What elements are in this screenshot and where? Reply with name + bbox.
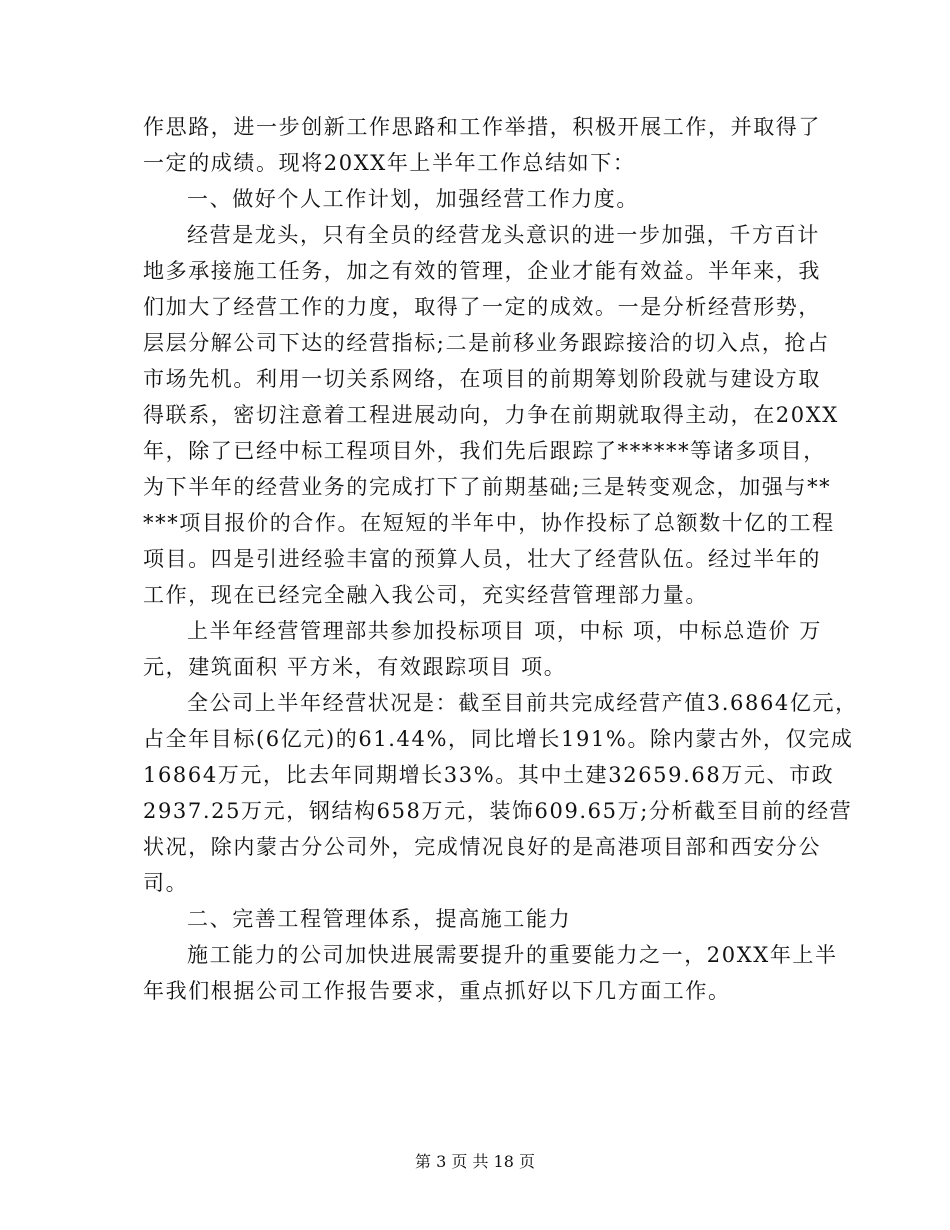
section-heading: 一、做好个人工作计划，加强经营工作力度。 bbox=[187, 187, 639, 211]
paragraph-start: 上半年经营管理部共参加投标项目 项，中标 项，中标总造价 万 bbox=[187, 619, 823, 643]
text-line: 年，除了已经中标工程项目外，我们先后跟踪了******等诸多项目， bbox=[143, 439, 826, 463]
text-line: 为下半年的经营业务的完成打下了前期基础;三是转变观念，加强与** bbox=[143, 475, 832, 499]
page-number-footer: 第 3 页 共 18 页 bbox=[415, 1152, 535, 1171]
text-line: 16864万元，比去年同期增长33%。其中土建32659.68万元、市政 bbox=[143, 763, 835, 787]
text-line: 市场先机。利用一切关系网络，在项目的前期筹划阶段就与建设方取 bbox=[143, 367, 821, 391]
text-line: 元，建筑面积 平方米，有效跟踪项目 项。 bbox=[143, 655, 567, 679]
text-line: 司。 bbox=[143, 871, 189, 895]
text-line: 层层分解公司下达的经营指标;二是前移业务跟踪接洽的切入点，抢占 bbox=[143, 331, 830, 355]
text-line: 作思路，进一步创新工作思路和工作举措，积极开展工作，并取得了 bbox=[143, 115, 821, 139]
section-heading: 二、完善工程管理体系，提高施工能力 bbox=[187, 907, 572, 931]
text-line: 项目。四是引进经验丰富的预算人员，壮大了经营队伍。经过半年的 bbox=[143, 547, 821, 571]
paragraph-start: 经营是龙头，只有全员的经营龙头意识的进一步加强，千方百计 bbox=[187, 223, 820, 247]
text-line: 们加大了经营工作的力度，取得了一定的成效。一是分析经营形势， bbox=[143, 295, 821, 319]
text-line: 状况，除内蒙古分公司外，完成情况良好的是高港项目部和西安分公 bbox=[143, 835, 821, 859]
text-line: 一定的成绩。现将20XX年上半年工作总结如下： bbox=[143, 151, 636, 175]
document-body bbox=[143, 109, 858, 1009]
text-line: ***项目报价的合作。在短短的半年中，协作投标了总额数十亿的工程 bbox=[143, 511, 835, 535]
paragraph-start: 全公司上半年经营状况是：截至目前共完成经营产值3.6864亿元， bbox=[187, 691, 858, 715]
text-line: 2937.25万元，钢结构658万元，装饰609.65万;分析截至目前的经营 bbox=[143, 799, 853, 823]
paragraph-start: 施工能力的公司加快进展需要提升的重要能力之一，20XX年上半 bbox=[187, 943, 838, 967]
text-line: 得联系，密切注意着工程进展动向，力争在前期就取得主动，在20XX bbox=[143, 403, 839, 427]
text-line: 年我们根据公司工作报告要求，重点抓好以下几方面工作。 bbox=[143, 979, 731, 1003]
text-line: 工作，现在已经完全融入我公司，充实经营管理部力量。 bbox=[143, 583, 708, 607]
text-line: 地多承接施工任务，加之有效的管理，企业才能有效益。半年来，我 bbox=[143, 259, 821, 283]
text-line: 占全年目标(6亿元)的61.44%，同比增长191%。除内蒙古外，仅完成 bbox=[143, 727, 854, 751]
